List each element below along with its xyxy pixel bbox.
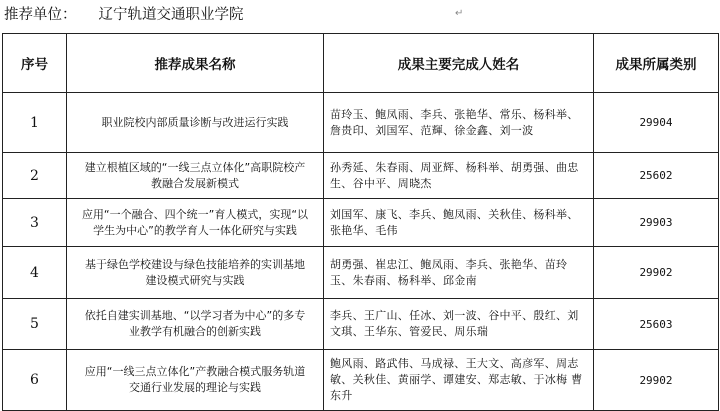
row-number: 5: [3, 299, 67, 350]
table-row: [3, 199, 719, 247]
row-number: 6: [3, 350, 67, 411]
recommending-unit-name: 辽宁轨道交通职业学院: [98, 7, 244, 23]
table-row: [3, 247, 719, 299]
achievement-name: 应用“一线三点立体化”产教融合模式服务轨道交通行业发展的理论与实践: [67, 350, 324, 411]
achievement-name: 依托自建实训基地、“以学习者为中心”的多专业教学有机融合的创新实践: [67, 299, 324, 350]
table-row: [3, 93, 719, 153]
table-header-row: [3, 34, 719, 93]
row-number: 2: [3, 153, 67, 199]
contributors: 刘国军、康飞、李兵、鲍凤雨、关秋佳、杨科举、张艳华、毛伟: [324, 199, 594, 247]
contributors: 苗玲玉、鲍凤雨、李兵、张艳华、常乐、杨科举、詹贵印、刘国军、范輝、徐金鑫、刘一波: [324, 93, 594, 153]
row-number: 1: [3, 93, 67, 153]
achievement-name: 建立根植区域的“一线三点立体化”高职院校产教融合发展新模式: [67, 153, 324, 199]
category-code: 25602: [594, 153, 719, 199]
contributors: 鲍风雨、路武伟、马成禄、王大文、高彦军、周志敏、关秋佳、黄丽学、谭建安、郑志敏、于冰梅 曹东升: [324, 350, 594, 411]
contributors: 李兵、王广山、任冰、刘一波、谷中平、殷红、刘文琪、王华东、管爱民、周乐瑞: [324, 299, 594, 350]
column-header-category: 成果所属类别: [594, 34, 719, 93]
achievement-name: 基于绿色学校建设与绿色技能培养的实训基地建设模式研究与实践: [67, 247, 324, 299]
achievement-name: 应用“一个融合、四个统一”育人模式，实现“以学生为中心”的教学育人一体化研究与实践: [67, 199, 324, 247]
contributors: 孙秀延、朱春雨、周亚辉、杨科举、胡勇强、曲忠生、谷中平、周晓杰: [324, 153, 594, 199]
column-header-number: 序号: [3, 34, 67, 93]
column-header-achievement-name: 推荐成果名称: [67, 34, 324, 93]
paragraph-mark-icon: ↵: [455, 8, 464, 19]
achievements-table: [2, 33, 719, 411]
recommending-unit-line: [4, 3, 244, 27]
achievement-name: 职业院校内部质量诊断与改进运行实践: [67, 93, 324, 153]
column-header-main-contributors: 成果主要完成人姓名: [324, 34, 594, 93]
row-number: 3: [3, 199, 67, 247]
category-code: 29903: [594, 199, 719, 247]
row-number: 4: [3, 247, 67, 299]
category-code: 29902: [594, 350, 719, 411]
category-code: 29904: [594, 93, 719, 153]
contributors: 胡勇强、崔忠江、鲍凤雨、李兵、张艳华、苗玲玉、朱春雨、杨科举、邱金南: [324, 247, 594, 299]
table-row: [3, 299, 719, 350]
table-row: [3, 350, 719, 411]
category-code: 29902: [594, 247, 719, 299]
table-row: [3, 153, 719, 199]
category-code: 25603: [594, 299, 719, 350]
recommending-unit-label: 推荐单位：: [4, 7, 77, 23]
